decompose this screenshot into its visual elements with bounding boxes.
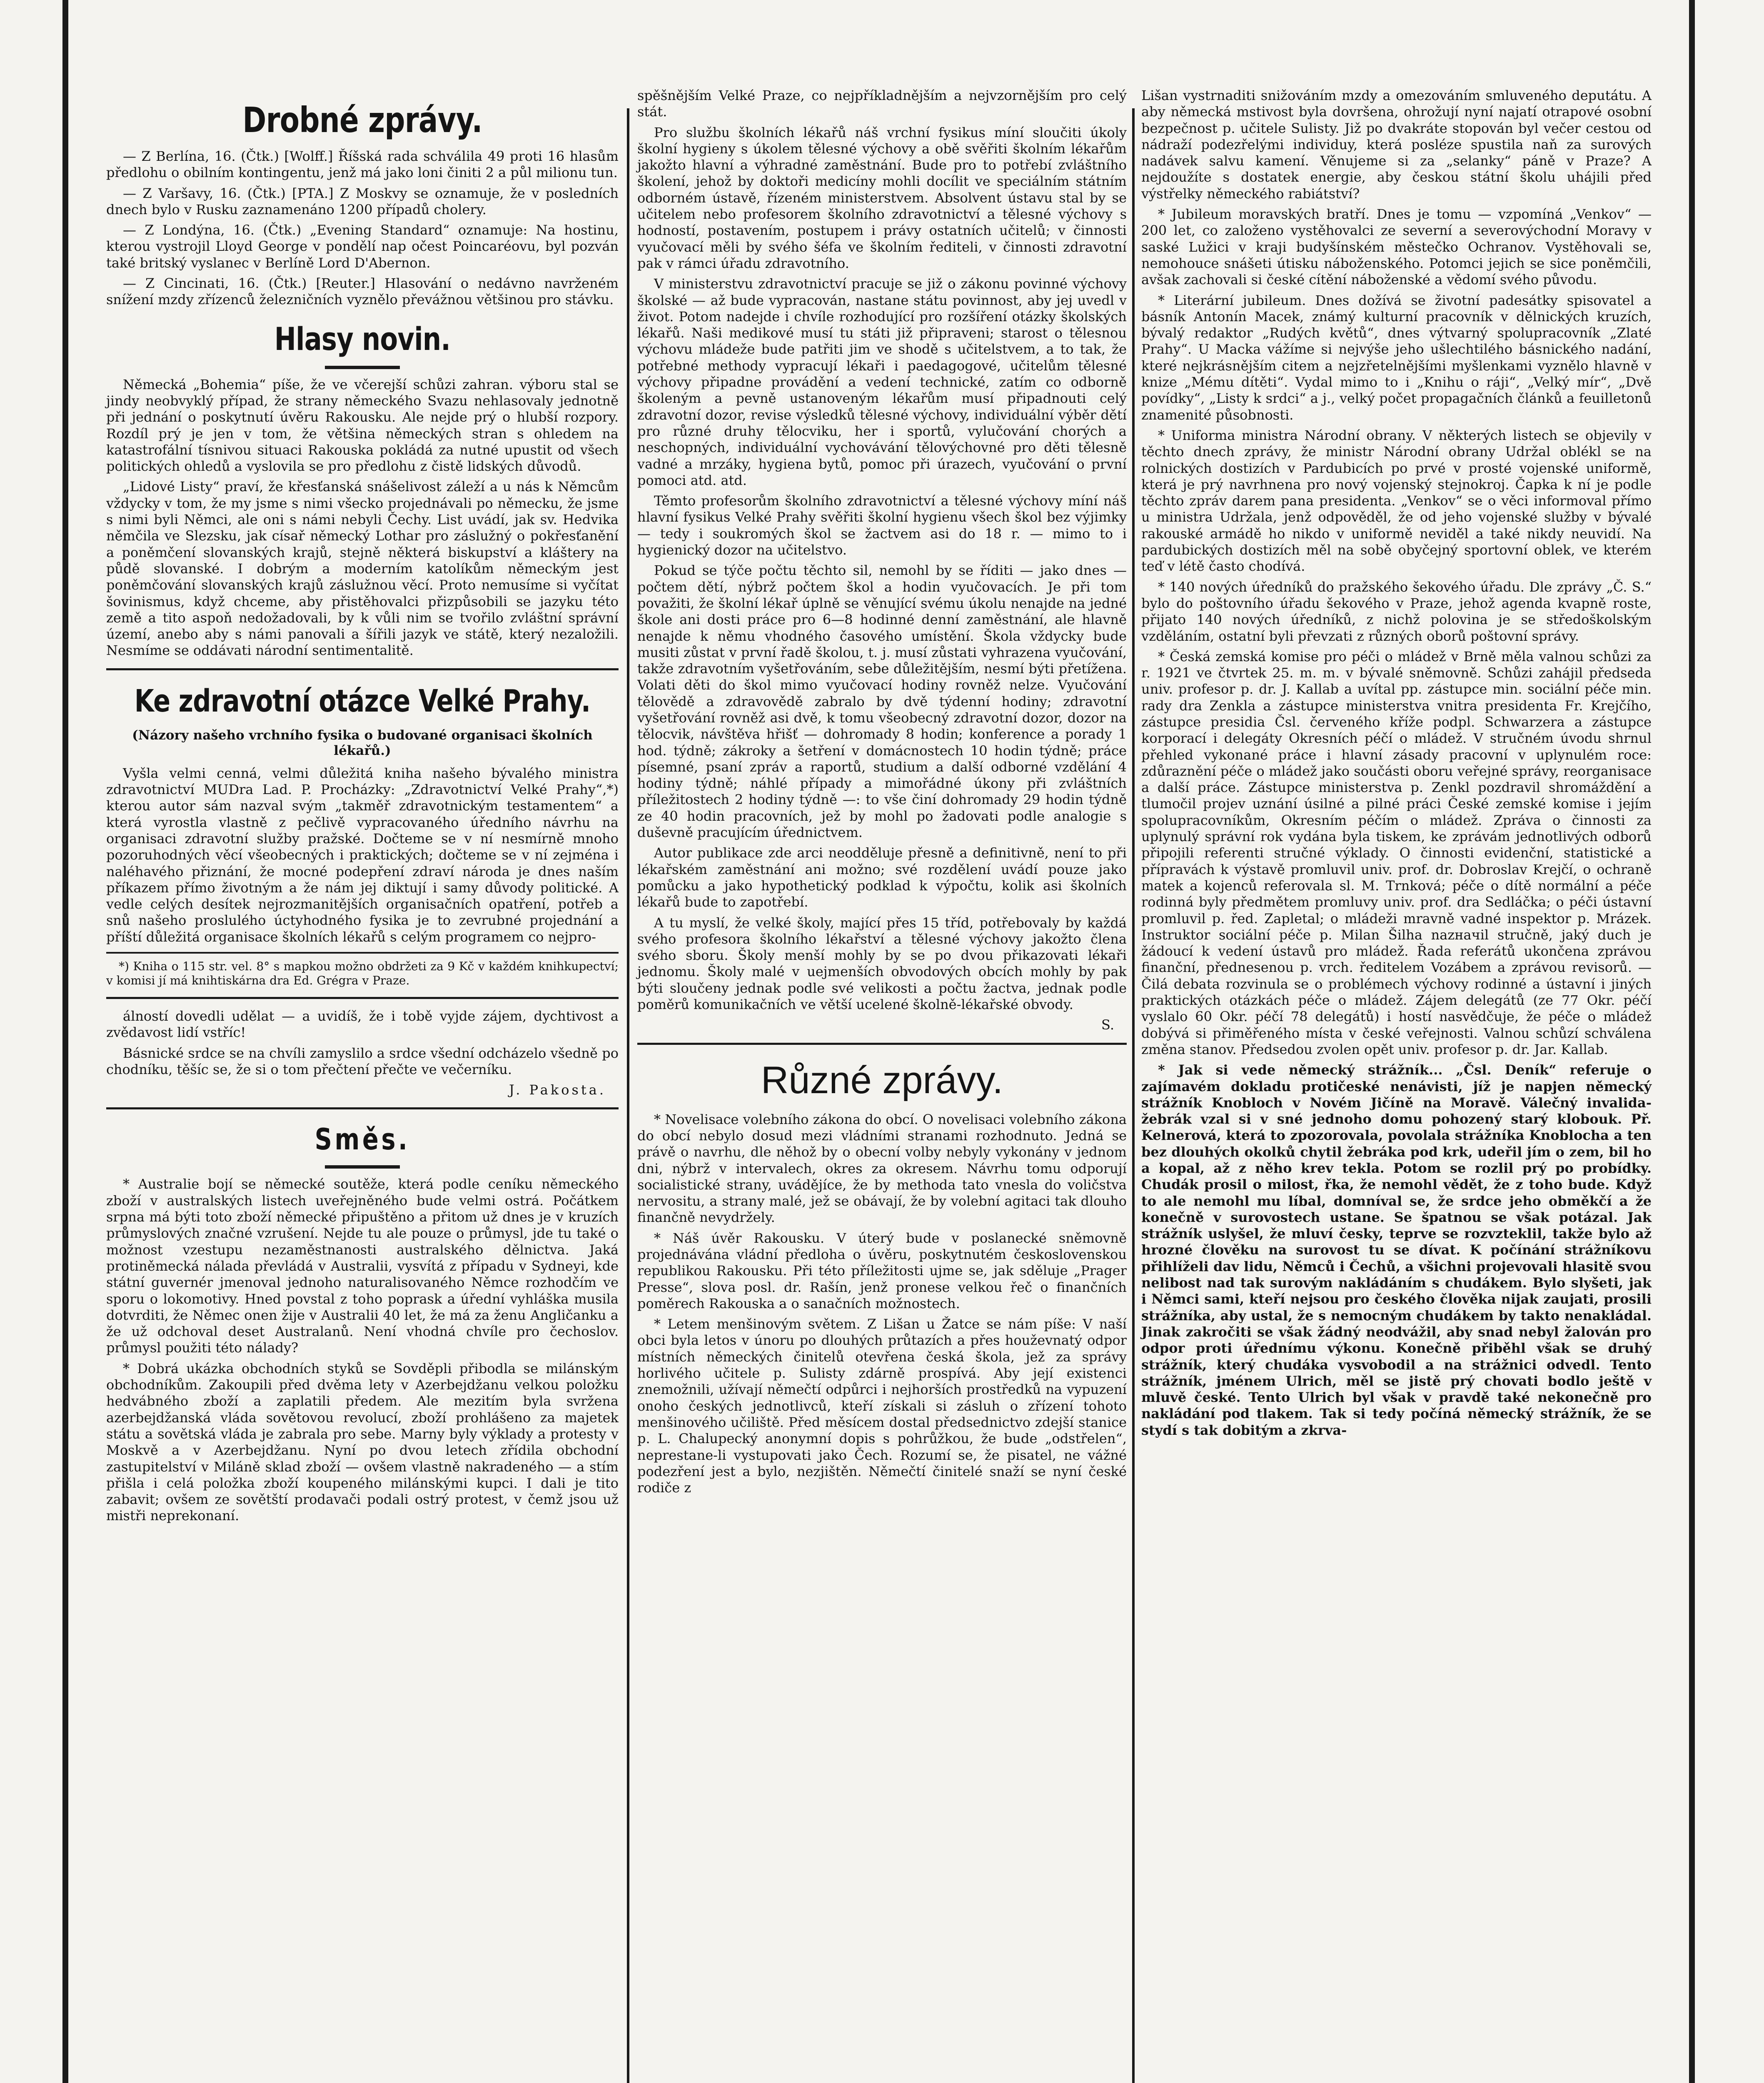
section-divider (106, 668, 619, 670)
article-subtitle: (Názory našeho vrchního fysika o budované organisaci školních lékařů.) (132, 727, 593, 758)
news-item: * Náš úvěr Rakousku. V úterý bude v poslanecké sněmovně projednávána vládní předloha o úvěru, poskytnutém československou republikou Rakousku. Při této příležitosti ujme se, jak sděluje „Prager Presse“, slova posl. dr. Rašín, jenž pronese velkou řeč o finančních poměrech Rakouska a o sanačních možnostech. (637, 1230, 1127, 1311)
footnote: *) Kniha o 115 str. vel. 8° s mapkou možno obdržeti za 9 Kč v každém knihkupectví; v komisi jí má knihtiskárna dra Ed. Grégra v Praze. (106, 952, 619, 988)
article-signature: S. (1101, 1017, 1114, 1033)
feuilleton-paragraph: Básnické srdce se na chvíli zamyslilo a srdce všední odcházelo všedně po chodníku, těšíc se, že si o tom přečtení přečte ve večerníku. (106, 1045, 619, 1077)
article-paragraph: spěšnějším Velké Praze, co nejpříkladnějším a nejvzornějším pro celý stát. (637, 87, 1127, 120)
article-paragraph: Německá „Bohemia“ píše, že ve včerejší schůzi zahran. výboru stal se jindy neobvyklý případ, že strany německého Svazu nehlasovaly jednotně při jednání o poskytnutí úvěru Rakousku. Ale nejde prý o hlubší rozpory. Rozdíl prý je jen v tom, že většina německých stran s ohledem na katastrofální tísnivou situaci Rakouska pokládá za nutné upustit od všech politických ohledů a vyslovila se pro předlohu z čistě lidských důvodů. (106, 376, 619, 475)
news-item: * Jak si vede německý strážník... „Čsl. Deník“ referuje o zajímavém dokladu protičeské nenávisti, jíž je napjen německý strážník Knobloch v Novém Jičíně na Moravě. Válečný invalida-žebrák vzal si v sné jednoho domu pohozený starý klobouk. Př. Kelnerová, která to zpozorovala, povolala strážníka Knoblocha a ten bez dlouhých okolků chytil žebráka pod krk, udeřil jím o zem, bil ho a kopal, až z něho krev tekla. Potom se rozlil prý po probídky. Chudák prosil o milost, řka, že nemohl vědět, že z toho bude. Když to ale nemohl mu líbal, domníval se, že srdce jeho obměkčí a že konečně v surovostech ustane. Se špatnou se však potázal. Jak strážník uslyšel, že mluví česky, teprve se rozvzteklil, takže bylo až hrozné člověku na surovost tu se dívat. K počínání strážníkovu přihlíželi dav lidu, Němců i Čechů, a všichni projevovali hlasitě svou nelibost nad tak surovým nakládáním s chudákem. Bylo slyšeti, jak i Němci sami, kteří nejsou pro českého člověka nijak zaujati, prosili strážníka, aby ustal, že s nemocným chudákem by takto nenakládal. Jinak zakročiti se však žádný neodvážil, aby snad nebyl žalován pro odpor proti úřednímu výkonu. Konečně přiběhl však se druhý strážník, který chudáka vysvobodil a na strážnici odvedl. Tento strážník, jménem Ulrich, měl se jistě prý chovati bodlo ještě v mluvě české. Tento Ulrich byl však v pravdě také nekonečně pro nakládání pod tlakem. Tak si tedy počíná německý strážník, že se stydí s tak dobitým a zkrva- (1141, 1062, 1652, 1438)
news-item: Lišan vystrnaditi snižováním mzdy a omezováním smluveného deputátu. A aby německá mstivost byla dovršena, ohrožují nyní najatí otrapové osobní bezpečnost p. učitele Sulisty. Již po dvakráte stopován byl večer cestou od nádraží podezřelými individuy, která posléze spustila naň za surových nadávek salvu kamení. Věnujeme si za „selanky“ páně v Praze? A nejdoužíte s dostatek energie, aby českou státní školu uhájili před výstřelky německého rabiátství? (1141, 87, 1652, 202)
news-item: * Česká zemská komise pro péči o mládež v Brně měla valnou schůzi za r. 1921 ve čtvrtek 25. m. m. v bývalé sněmovně. Schůzi zahájil předseda univ. profesor p. dr. J. Kallab a uvítal pp. zástupce min. sociální péče min. rady dra Zenkla a zástupce ministerstva vnitra presidenta Fr. Krejčího, zástupce presidia Čsl. červeného kříže podpl. Schwarzera a zástupce korporací i delegáty Okresních péčí o mládež. V stručném úvodu shrnul přehled vykonané práce i hlavní zásady pracovní v uplynulém roce: zdůraznění péče o mládež jako součásti oboru veřejné správy, reorganisace a další práce. Zástupce ministerstva p. Zenkl pozdravil shromáždění a tlumočil projev uznání úsilné a pilné práci České zemské komise i jejím spolupracovníkům, Okresním péčím o mládež. Zpráva o činnosti za uplynulý správní rok vydána byla tiskem, ke zprávám jednotlivých odborů připojili referenti stručné výklady. O činnosti evidenční, statistické a přípravách k výstavě promluvil univ. prof. dr. Dobroslav Krejčí, o ochraně matek a kojenců referovala sl. M. Trnková; péče o dítě normální a péče rodinná byly předmětem promluvy univ. prof. dra Sedláčka; o péči ústavní promluvil p. řed. Zapletal; o mládeži mravně vadné inspektor p. Mrázek. Instruktor sociální péče p. Milan Šilha nazначil stručně, jaký duch je žádoucí k vedení ústavů pro mládež. Řada referátů ukončena zprávou finanční, přednesenou p. vrch. ředitelem Vozábem a zprávou revisorů. — Čilá debata rozvinula se o problémech výchovy rodinné a ústavní i jiných praktických otázkách péče o mládež. Zájem delegátů (ze 77 Okr. péčí vyslalo 60 Okr. péčí 78 delegátů) i hostí nasvědčuje, že péče o mládež dobývá si přiměřeného místa v české veřejnosti. Valnou schůzí schválena změna stanov. Předsedou zvolen opět univ. profesor p. dr. Jar. Kallab. (1141, 648, 1652, 1057)
news-item: — Z Varšavy, 16. (Čtk.) [PTA.] Z Moskvy se oznamuje, že v posledních dnech bylo v Rusku zaznamenáno 1200 případů cholery. (106, 185, 619, 217)
news-item: * 140 nových úředníků do pražského šekového úřadu. Dle zprávy „Č. S.“ bylo do poštovního úřadu šekového v Praze, jehož agenda kvapně roste, přijato 140 nových úředníků, z nichž polovina je se středoškolským vzděláním, ostatní byli převzati z různých oborů poštovní správy. (1141, 579, 1652, 644)
news-item: * Jubileum moravských bratří. Dnes je tomu — vzpomíná „Venkov“ — 200 let, co založeno vystěhovalci ze severní a severovýchodní Moravy v saské Lužici v kraji budyšínském městečko Ochranov. Vystěhovali se, nemohouce snášeti útisku náboženského. Potomci jejich se sice poněmčili, avšak zachovali si české cítění náboženské a vědomí svého původu. (1141, 206, 1652, 288)
news-item: * Novelisace volebního zákona do obcí. O novelisaci volebního zákona do obcí nebylo dosud mezi vládními stranami rozhodnuto. Jedná se právě o navrhu, dle něhož by o obecní volby nebyly vykonány v jednom dni, nýbrž v intervalech, okres za okresem. Návrhu tomu odporují socialistické strany, uvádějíce, že by methoda tato vnesla do voličstva nervositu, a strany malé, jež se obávají, že by volební agitaci tak dlouho finančně nevydržely. (637, 1111, 1127, 1226)
news-item: * Dobrá ukázka obchodních styků se Sovděpli přibodla se milánským obchodníkům. Zakoupili před dvěma lety v Azerbejdžanu velkou položku hedvábného zboží a zaplatili předem. Ale mezitím byla svržena azerbejdžanská vláda sovětovou revolucí, zboží prohlášeno za majetek státu a sovětská vláda je zabrala pro sebe. Marny byly výklady a protesty v Moskvě a v Azerbejdžanu. Nyní po dvou letech zřídila obchodní zastupitelství v Miláně sklad zboží — ovšem vlastně nakradeného — a stím přišla i celá položka zboží koupeného milánskými kupci. I dali je tito zabavit; ovšem ze sovětští prodavači podali ostrý protest, v čemž jsou už mistři neprekonaní. (106, 1360, 619, 1524)
article-paragraph: Autor publikace zde arci neodděluje přesně a definitivně, není to při lékařském zaměstnání ani možno; své rozdělení uvádí pouze jako pomůcku a jako hypothetický podklad k výpočtu, kolik asi školních lékařů bude to zapotřebí. (637, 845, 1127, 910)
article-paragraph: Těmto profesorům školního zdravotnictví a tělesné výchovy míní náš hlavní fysikus Velké Prahy svěřiti školní hygienu všech škol bez výjimky — tedy i soukromých škol se žactvem asi do 18 r. — mimo to i hygienický dozor na učitelstvo. (637, 493, 1127, 558)
heading-drobne-zpravy: Drobné zprávy. (242, 100, 482, 140)
column-1 (106, 87, 619, 1529)
news-item: * Uniforma ministra Národní obrany. V některých listech se objevily v těchto dnech zprávy, že ministr Národní obrany Udržal oblékl se na rolnických dostizích v Pardubicích po prvé v prosté vojenské uniformě, která je prý navrhnena pro nový vojenský stejnokroj. Čapka k ní je podle těchto zpráv darem pana presidenta. „Venkov“ se o věci informoval přímo u ministra Udržala, jenž odpověděl, že od jeho vojenské služby v bývalé rakouské armádě ho nikdo v uniformě neviděl a také nikdy neuvidí. Na pardubických dostizích měl na sobě obyčejný sportovní oblek, ve kterém teď v létě často chodívá. (1141, 427, 1652, 574)
column-3 (1141, 87, 1652, 1443)
article-paragraph: Pokud se týče počtu těchto sil, nemohl by se říditi — jako dnes — počtem dětí, nýbrž počtem škol a hodin vyučovacích. Je při tom považiti, že školní lékař úplně se věnující svému úkolu nenajde na jedné škole ani dosti práce pro 6—8 hodinné denní zaměstnání, ale hlavně nenajde k němu vhodného časového umístění. Škola vždycky bude musiti zůstat v první řadě školou, t. j. musí zůstati vyhrazena vyučování, takže zdravotním vyšetřováním, sebe důležitějším, nesmí býti přetížena. Volati děti do škol mimo vyučovací hodiny rovněž nelze. Vyučování tělovědě a zdravovědě zabralo by dvě týdenní hodiny; zdravotní vyšetřování rovněž asi dvě, k tomu všeobecný zdravotní dozor, dozor na tělocvik, návštěva hřišť — dohromady 8 hodin; konference a porady 1 hod. týdně; zákroky a šetření v domácnostech 10 hodin týdně; práce písemné, psaní zpráv a raportů, studium a další odborné vzdělání 4 hodiny týdně; náhlé případy a mimořádné úkony při zvláštních příležitostech 2 hodiny týdně —: to vše činí dohromady 29 hodin týdně ze 40 hodin pracovních, jež by mohl po žadovati podle analogie s duševně pracujícím úřednictvem. (637, 562, 1127, 841)
page-edge-left (62, 0, 68, 2083)
column-rule (1132, 108, 1135, 2083)
news-item: * Australie bojí se německé soutěže, která podle ceníku německého zboží v australských listech uveřejněného bude velmi ostrá. Počátkem srpna má býti toto zboží německé připuštěno a přitom už dnes je v kruzích průmyslových značné vzrušení. Nejde tu ale pouze o průmysl, jde tu také o možnost vzestupu nezaměstnanosti australského dělnictva. Jaká protiněmecká nálada převládá v Australii, vysvítá z případu v Sydneyi, kde státní guvernér jmenoval jednoho naturalisovaného Němce rozhodčím ve sporu o lokomotivy. Hned povstal z toho poprask a úřední vyhláška musila dotvrditi, že Němec onen žije v Australii 40 let, že má za ženu Angličanku a že už odchoval deset Australanů. Není vhodná chvíle pro čechoslov. průmysl použiti této nálady? (106, 1176, 619, 1356)
heading-hlasy-novin: Hlasy novin. (274, 320, 451, 357)
news-item: — Z Cincinati, 16. (Čtk.) [Reuter.] Hlasování o nedávno navrženém snížení mzdy zřízenců železničních vyznělo převážnou většinou pro stávku. (106, 275, 619, 308)
news-item: — Z Londýna, 16. (Čtk.) „Evening Standard“ oznamuje: Na hostinu, kterou vystrojil Lloyd George v pondělí nap očest Poincaréovu, byl pozván také britský vyslanec v Berlíně Lord D'Abernon. (106, 222, 619, 271)
feuilleton-author: J. Pakosta. (509, 1082, 606, 1098)
section-divider (637, 1043, 1127, 1045)
section-divider (106, 1107, 619, 1109)
news-item: * Literární jubileum. Dnes dožívá se životní padesátky spisovatel a básník Antonín Macek, známý kulturní pracovník v dělnických kruzích, bývalý redaktor „Rudých květů“, dnes výtvarný spolupracovník „Zlaté Prahy“. U Macka vážíme si nejvýše jeho ušlechtilého básnického nadání, které nejkrásnějším citem a nejzřetelnějšími myšlenkami vyznělo hlavně v knize „Mému dítěti“. Vydal mimo to i „Knihu o ráji“, „Velký mír“, „Dvě povídky“, „Listy k srdci“ a j., velký počet propagačních článků a feuilletonů znamenité působnosti. (1141, 292, 1652, 423)
feuilleton-paragraph: álností dovedli udělat — a uvidíš, že i tobě vyjde zájem, dychtivost a zvědavost lidí vstříc! (106, 1008, 619, 1041)
heading-underline (325, 366, 400, 369)
page-edge-right (1689, 0, 1695, 2083)
article-paragraph: „Lidové Listy“ praví, že křesťanská snášelivost záleží a u nás k Němcům vždycky v tom, že my jsme s nimi všecko projednávali po německu, že jsme s nimi byli Němci, ale oni s námi nebyli Čechy. List uvádí, jak sv. Hedvika němčila ve Slezsku, jak císař německý Lothar pro záslužný o pokřesťanění a poněmčení slovanských krajů, stejně některá biskupství a kláštery na půdě slovanské. I dobrým a moderním katolíkům německým jest poněmčování slovanských krajů záslužnou věcí. Proto nemusíme si vyčítat šovinismus, když chceme, aby přistěhovalci přizpůsobili se jazyku této země a tito aspoň nedožadovali, by k vůli nim se tvořilo zvláštní správní území, anebo aby s námi panovali a šířili jazyk ve státě, který nezaložili. Nesmíme se oddávati národní sentimentalitě. (106, 479, 619, 659)
column-rule (627, 108, 629, 2083)
heading-smes: Směs. (314, 1122, 410, 1157)
heading-ruzne-zpravy: Různé zprávy. (761, 1059, 1003, 1101)
article-paragraph: Vyšla velmi cenná, velmi důležitá kniha našeho bývalého ministra zdravotnictví MUDra Lad. P. Procházky: „Zdravotnictví Velké Prahy“,*) kterou autor sám nazval svým „takměř zdravotnickým testamentem“ a která vyrostla vlastně z pečlivě vypracovaného úředního návrhu na organisaci zdravotní služby pražské. Dočteme se v ní nesmírně mnoho pozoruhodných věcí všeobecných i praktických; dočteme se v ní zejména i naléhavého přiznání, že mocné podepření zdraví národa je dnes naším příkazem přímo životným a že nám jej diktují i samy důvody politické. A vedle celých desítek nejrozmanitějších organisačních opatření, potřeb a snů našeho proslulého úctyhodného fysika je to zevrubné projednání a příští důležitá organisace školních lékařů s celým programem co nejpro- (106, 765, 619, 945)
article-paragraph: V ministerstvu zdravotnictví pracuje se již o zákonu povinné výchovy školské — až bude vypracován, nastane státu povinnost, aby jej uvedl v život. Potom nadejde i chvíle rozhodující pro rozšíření otázky školských lékařů. Naši medikové musí tu státi již připraveni; starost o tělesnou výchovu mládeže bude patřiti jim ve shodě s učitelstvem, a to tak, že potřebné methody vypracují lékaři i paedagogové, učitelům tělesné výchovy připadne provádění a vedení technické, zatím co odborně školeným a pevně ustanoveným lékařům musí připadnouti celý zdravotní dozor, revise výsledků tělesné výchovy, individuální výběr dětí pro různé druhy tělocviku, her i sportů, vylučování chorých a neschopných, individuální vychovávání tělovýchovné pro děti tělesně vadné a mrzáky, hygiena bytů, pomoc při úrazech, vyučování o první pomoci atd. atd. (637, 276, 1127, 488)
heading-zdravotni-otazka: Ke zdravotní otázce Velké Prahy. (134, 683, 591, 719)
section-divider (106, 997, 619, 999)
column-2 (637, 87, 1127, 1500)
news-item: — Z Berlína, 16. (Čtk.) [Wolff.] Říšská rada schválila 49 proti 16 hlasům předlohu o obilním kontingentu, jenž má jako loni činiti 2 a půl milionu tun. (106, 148, 619, 181)
article-paragraph: A tu myslí, že velké školy, mající přes 15 tříd, potřebovaly by každá svého profesora školního lékařství a tělesné výchovy jakožto člena svého sboru. Školy menší mohly by se po dvou přikazovati lékaři jednomu. Školy malé v uejmenších obvodových obcích mohly by pak býti sloučeny jednak podle své velikosti a počtu žactva, jednak podle poměrů komunikačních ve větší ucelené školně-lékařské obvody. (637, 914, 1127, 1013)
heading-underline (325, 1165, 400, 1169)
article-paragraph: Pro službu školních lékařů náš vrchní fysikus míní sloučiti úkoly školní hygieny s úkolem tělesné výchovy a obě svěřiti školním lékařům jakožto hlavní a výhradné zaměstnání. Bude pro to potřebí zvláštního školení, jehož by doktoři medicíny mohli docílit ve speciálním státním odborném ústavě, řízeném ministerstvem. Absolvent ústavu stal by se učitelem nebo profesorem školního zdravotnictví a tělesné výchovy s hodností, postavením, postupem i právy ostatních učitelů; v činnosti vyučovací měli by svého šéfa ve školním řediteli, v činnosti zdravotní pak v rámci úřadu zdravotního. (637, 124, 1127, 271)
news-item: * Letem menšinovým světem. Z Lišan u Žatce se nám píše: V naší obci byla letos v únoru po dlouhých průtazích a přes houževnatý odpor místních německých činitelů otevřena česká škola, jež za správy horlivého učitele p. Sulisty zdárně prospívá. Aby její existenci znemožnili, užívají němečtí odpůrci i nejhorších prostředků na vypuzení onoho českých jednotlivců, kteří získali si zásluh o zřízení tohoto menšinového učiliště. Před měsícem dostal předsednictvo zdejší stanice p. L. Chalupecký anonymní dopis s pohrůžkou, že bude „odstřelen“, neprestane-li vystupovati jako Čech. Rozumí se, že pisatel, ne vážné podezření jest a bylo, nezjištěn. Němečtí činitelé snaží se nyní české rodiče z (637, 1316, 1127, 1496)
